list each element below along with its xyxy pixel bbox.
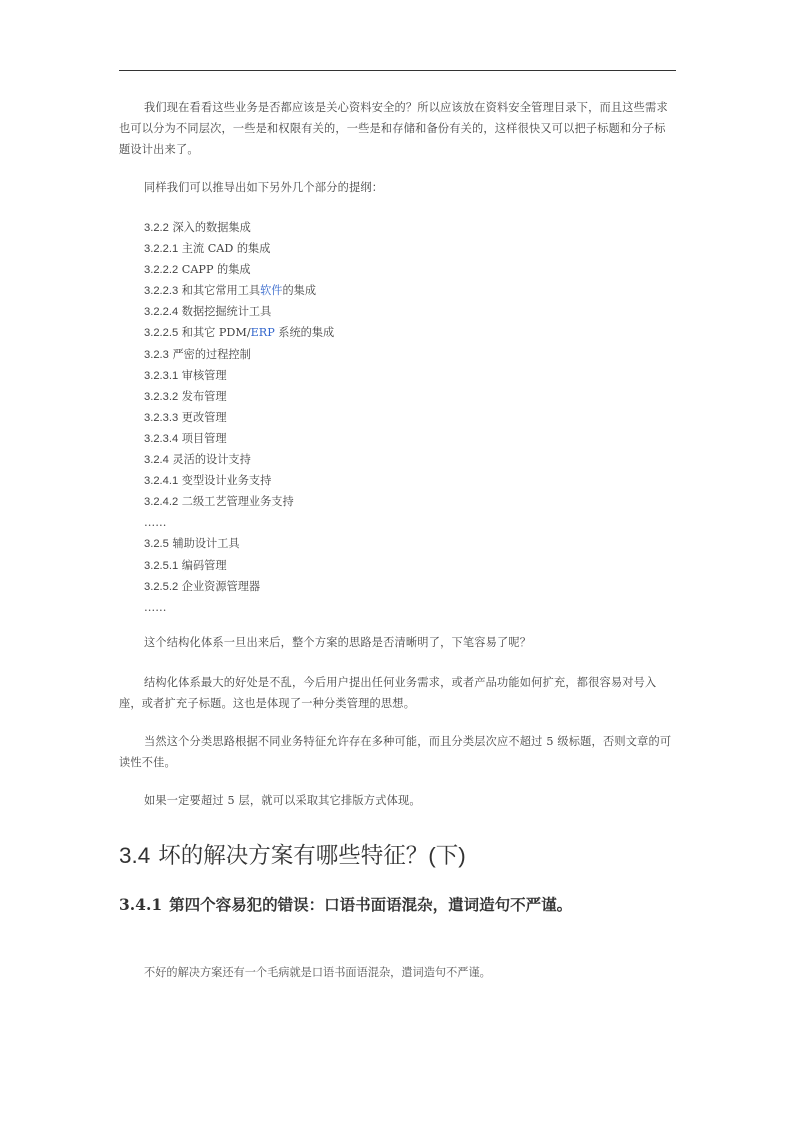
paragraph-outline-lead: 同样我们可以推导出如下另外几个部分的提纲： bbox=[144, 181, 384, 194]
outline-ellipsis: …… bbox=[144, 600, 167, 614]
outline-item: 3.2.3.1 审核管理 bbox=[144, 368, 227, 382]
outline-item: 3.2.3.4 项目管理 bbox=[144, 431, 227, 445]
link-erp[interactable]: ERP bbox=[250, 326, 275, 340]
outline-ellipsis: …… bbox=[144, 516, 167, 530]
header-rule bbox=[119, 70, 676, 71]
outline-item: 3.2.5.2 企业资源管理器 bbox=[144, 579, 261, 593]
link-software[interactable]: 软件 bbox=[260, 284, 283, 298]
outline-item: 3.2.4 灵活的设计支持 bbox=[144, 453, 251, 467]
paragraph-clarity: 这个结构化体系一旦出来后，整个方案的思路是否清晰明了，下笔容易了呢？ bbox=[144, 635, 532, 649]
section-number: 3.4 bbox=[119, 842, 151, 868]
outline-item: 3.2.5.1 编码管理 bbox=[144, 558, 227, 572]
section-heading bbox=[119, 841, 676, 871]
outline-item: 3.2.5 辅助设计工具 bbox=[144, 537, 240, 551]
paragraph-over-five: 如果一定要超过 5 层，就可以采取其它排版方式体现。 bbox=[144, 793, 421, 807]
paragraph-structure-benefit: 结构化体系最大的好处是不乱，今后用户提出任何业务需求，或者产品功能如何扩充，都很容易对号入座，或者扩充子标题。这也是体现了一种分类管理的思想。 bbox=[119, 675, 657, 710]
paragraph-levels: 当然这个分类思路根据不同业务特征允许存在多种可能，而且分类层次应不超过 5 级标题，否则文章的可读性不佳。 bbox=[119, 734, 672, 769]
outline-item: 3.2.4.2 二级工艺管理业务支持 bbox=[144, 495, 294, 509]
outline-item: 3.2.3.2 发布管理 bbox=[144, 389, 227, 403]
truncated-paragraph: 不好的解决方案还有一个毛病就是口语书面语混杂，遣词造句不严谨。 bbox=[144, 966, 491, 979]
outline-item: 3.2.3 严密的过程控制 bbox=[144, 347, 251, 361]
section-title: 坏的解决方案有哪些特征？(下) bbox=[158, 842, 466, 868]
outline-item: 3.2.2.3 和其它常用工具软件的集成 bbox=[144, 284, 317, 298]
document-body bbox=[119, 97, 676, 917]
outline-item: 3.2.2.4 数据挖掘统计工具 bbox=[144, 305, 272, 319]
outline-item: 3.2.2 深入的数据集成 bbox=[144, 221, 251, 234]
outline-item: 3.2.2.5 和其它 PDM/ERP 系统的集成 bbox=[144, 326, 335, 340]
subsection-heading bbox=[119, 893, 676, 917]
outline-item: 3.2.3.3 更改管理 bbox=[144, 410, 227, 424]
outline-item: 3.2.2.1 主流 CAD 的集成 bbox=[144, 242, 271, 256]
subsection-number: 3.4.1 bbox=[119, 894, 163, 914]
outline-item: 3.2.2.2 CAPP 的集成 bbox=[144, 263, 251, 277]
outline-list bbox=[119, 217, 676, 618]
paragraph-intro: 我们现在看看这些业务是否都应该是关心资料安全的？所以应该放在资料安全管理目录下，而且这些需求也可以分为不同层次，一些是和权限有关的，一些是和存储和备份有关的，这样很快又可以把子标题和分子标题设计出来了。 bbox=[119, 101, 668, 156]
outline-item: 3.2.4.1 变型设计业务支持 bbox=[144, 474, 272, 488]
subsection-title: 第四个容易犯的错误：口语书面语混杂，遣词造句不严谨。 bbox=[169, 894, 573, 914]
